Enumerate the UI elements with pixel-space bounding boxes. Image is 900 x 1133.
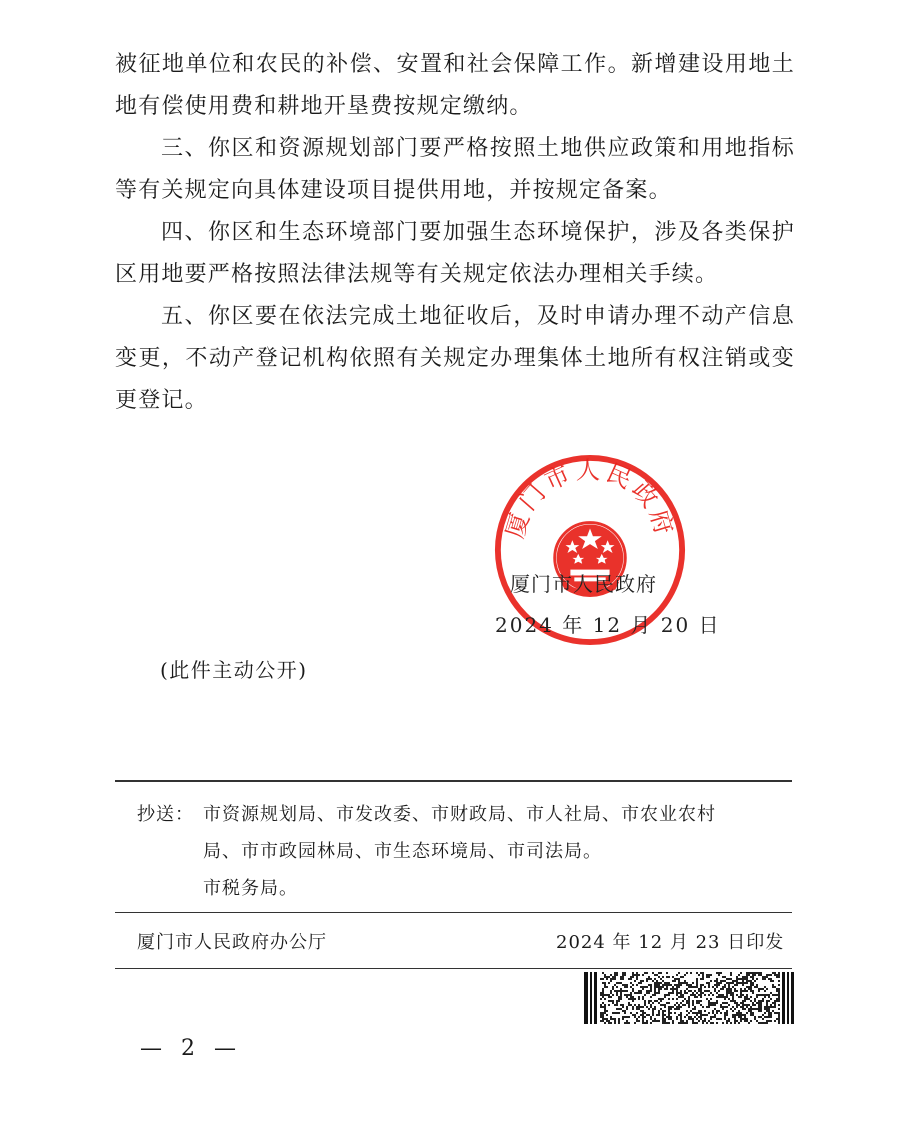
divider-top xyxy=(115,780,792,782)
signature-organization: 厦门市人民政府 xyxy=(510,572,657,596)
page-number: — 2 — xyxy=(140,1036,242,1061)
paragraph-1: 被征地单位和农民的补偿、安置和社会保障工作。新增建设用地土地有偿使用费和耕地开垦费按规定缴纳。 xyxy=(115,52,795,119)
qr-code-icon xyxy=(584,972,794,1024)
cc-line: 市税务局。 xyxy=(203,878,298,899)
cc-line: 局、市市政园林局、市生态环境局、市司法局。 xyxy=(203,841,602,862)
cc-line: 市资源规划局、市发改委、市财政局、市人社局、市农业农村 xyxy=(203,804,716,825)
divider-bottom xyxy=(115,968,792,969)
issue-date: 2024 年 12 月 23 日印发 xyxy=(556,932,785,953)
cc-label: 抄送： xyxy=(137,804,194,825)
body-text xyxy=(115,44,795,422)
divider-middle xyxy=(115,912,792,913)
paragraph-3: 四、你区和生态环境部门要加强生态环境保护，涉及各类保护区用地要严格按照法律法规等有关规定依法办理相关手续。 xyxy=(115,220,795,287)
signature-date: 2024 年 12 月 20 日 xyxy=(495,613,721,637)
issuer: 厦门市人民政府办公厅 xyxy=(137,932,327,953)
paragraph-4: 五、你区要在依法完成土地征收后，及时申请办理不动产信息变更，不动产登记机构依照有关规定办理集体土地所有权注销或变更登记。 xyxy=(115,304,795,413)
public-note: (此件主动公开) xyxy=(160,658,308,682)
paragraph-2: 三、你区和资源规划部门要严格按照土地供应政策和用地指标等有关规定向具体建设项目提供用地，并按规定备案。 xyxy=(115,136,795,203)
svg-text:厦门市人民政府: 厦门市人民政府 xyxy=(500,455,680,542)
